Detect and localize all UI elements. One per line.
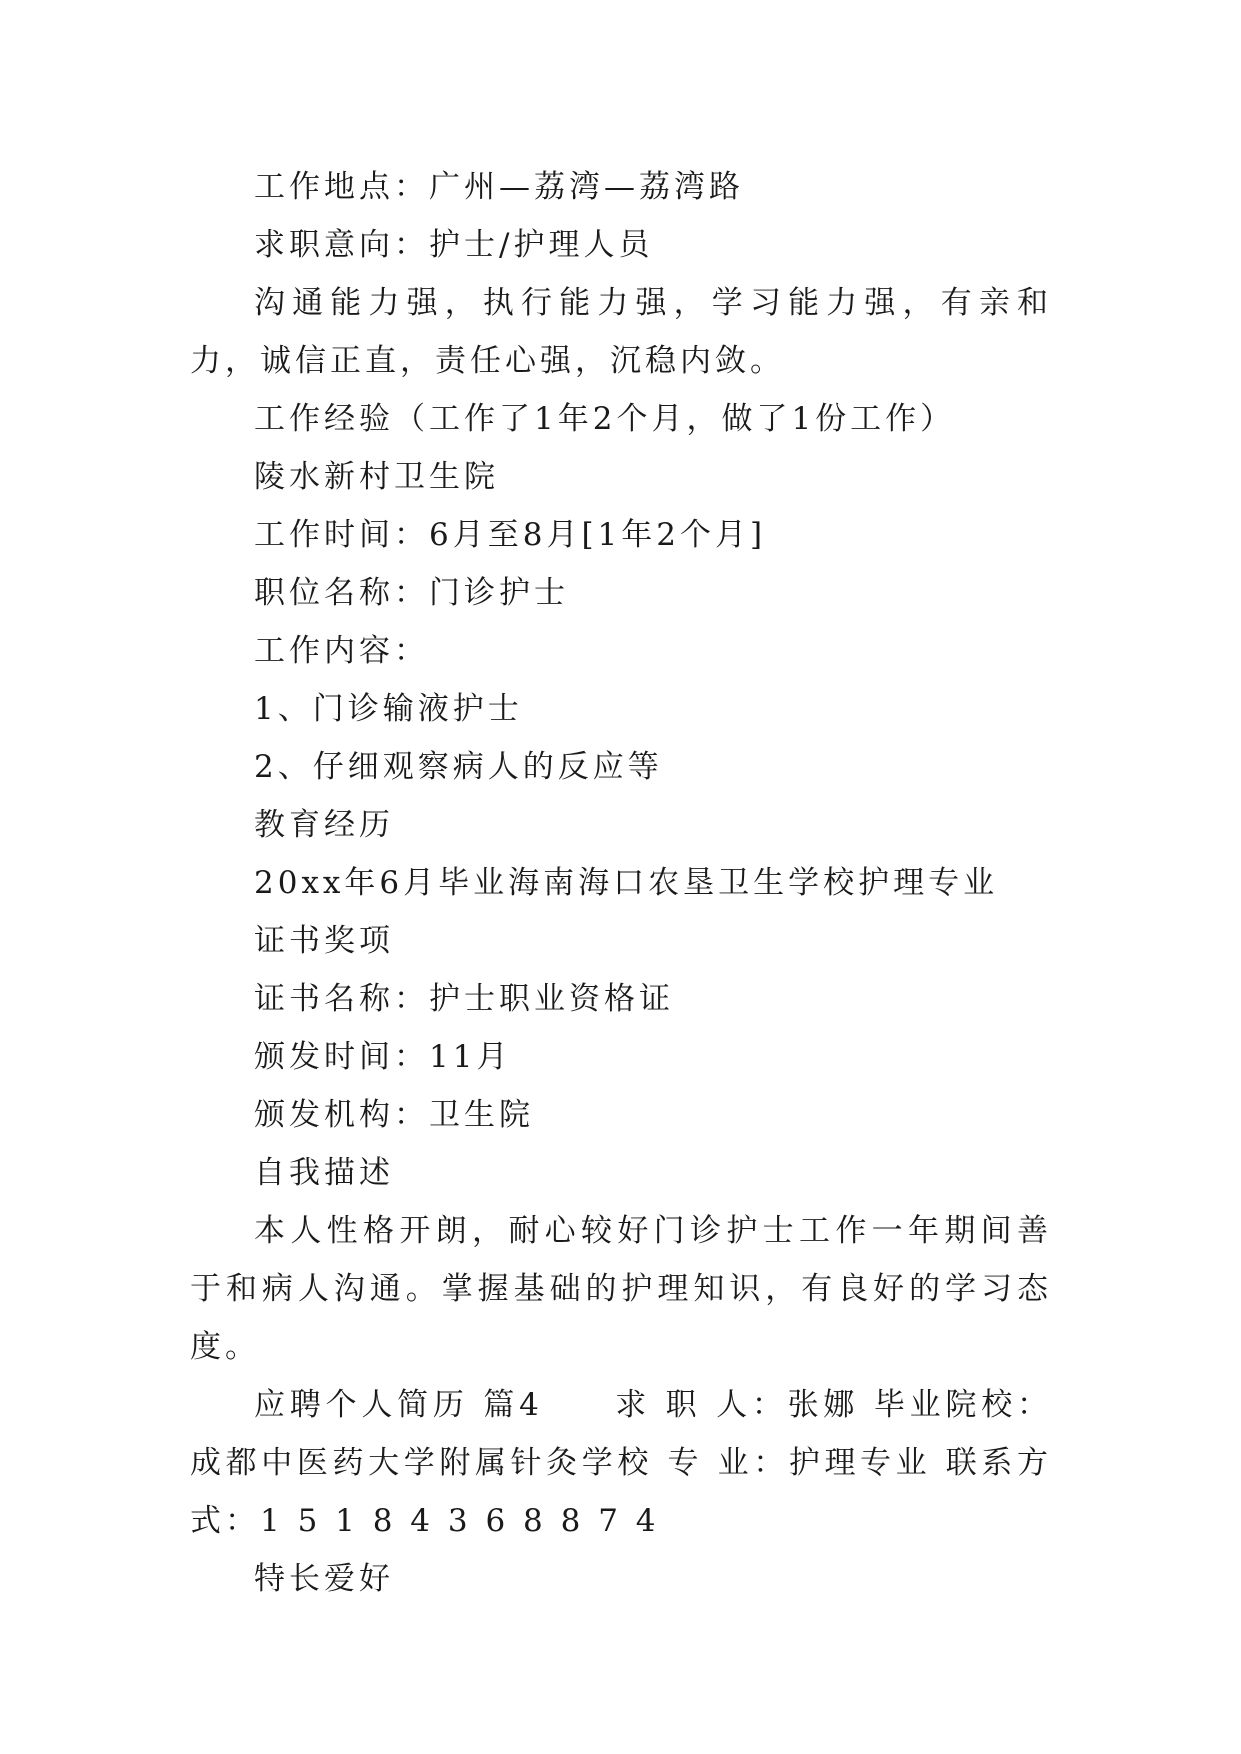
education-heading: 教育经历 [254, 807, 394, 843]
work-period-line: 工作时间：6月至8月[1年2个月] [254, 517, 767, 553]
skills-hobbies-heading: 特长爱好 [254, 1561, 394, 1597]
certificate-name-line: 证书名称：护士职业资格证 [254, 981, 674, 1017]
self-description-paragraph: 本人性格开朗，耐心较好门诊护士工作一年期间善于和病人沟通。掌握基础的护理知识，有良好的学习态度。 [190, 1213, 1052, 1365]
employer-name: 陵水新村卫生院 [254, 459, 499, 495]
document-body [190, 158, 1052, 1608]
work-content-label: 工作内容： [254, 633, 429, 669]
work-content-item-2: 2、仔细观察病人的反应等 [254, 749, 663, 785]
self-description-heading: 自我描述 [254, 1155, 394, 1191]
job-intention-line: 求职意向：护士/护理人员 [254, 227, 654, 263]
work-content-item-1: 1、门诊输液护士 [254, 691, 523, 727]
work-experience-heading: 工作经验（工作了1年2个月，做了1份工作） [254, 401, 956, 437]
position-title-line: 职位名称：门诊护士 [254, 575, 569, 611]
education-entry: 20xx年6月毕业海南海口农垦卫生学校护理专业 [254, 865, 999, 901]
resume-4-header-paragraph: 应聘个人简历 篇4 求 职 人：张娜 毕业院校：成都中医药大学附属针灸学校 专 业：护理专业 联系方式：1 5 1 8 4 3 6 8 8 7 4 [190, 1387, 1052, 1539]
work-location-line: 工作地点：广州—荔湾—荔湾路 [254, 169, 744, 205]
certificates-heading: 证书奖项 [254, 923, 394, 959]
certificate-issuer-line: 颁发机构：卫生院 [254, 1097, 534, 1133]
certificate-date-line: 颁发时间：11月 [254, 1039, 512, 1075]
personal-traits-paragraph: 沟通能力强，执行能力强，学习能力强，有亲和力，诚信正直，责任心强，沉稳内敛。 [190, 285, 1052, 379]
